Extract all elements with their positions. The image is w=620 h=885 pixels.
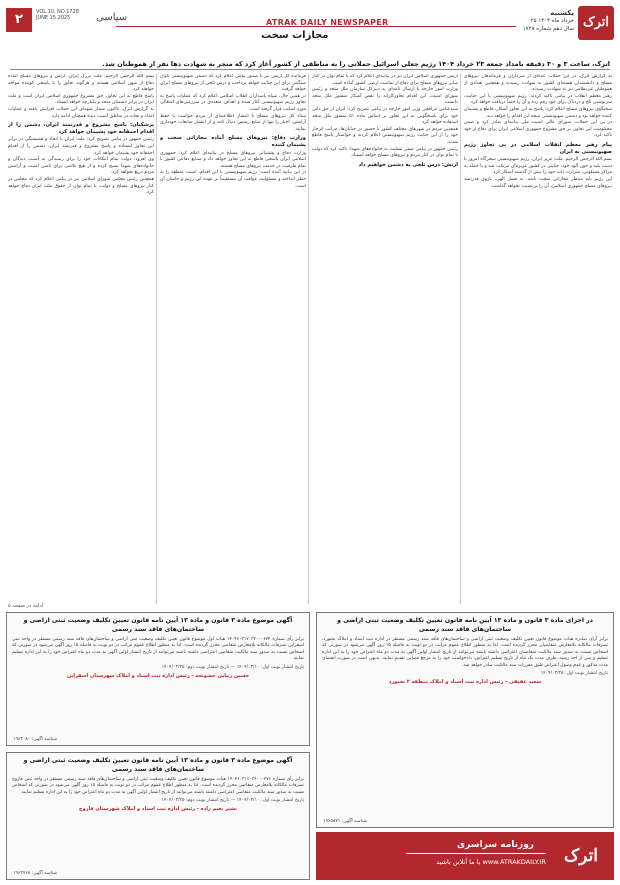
masthead bbox=[6, 6, 614, 46]
paragraph: به گزارش اترک، در این حملات عده‌ای از سرداران و فرماندهان نیروهای مسلح و دانشمندان هسته‌ای کشور به شهادت رسیدند و همچنین تعدادی از هموطنان غیرنظامی نیز به شهادت رسیدند. bbox=[464, 74, 612, 93]
paragraph: ستاد کل نیروهای مسلح با انتشار اطلاعیه‌ای از مردم خواست با حفظ آرامش، اخبار را تنها از منابع رسمی دنبال کنند و از انتشار شایعات خودداری نمایند. bbox=[160, 113, 306, 132]
page-title: مجازات سخت bbox=[261, 30, 329, 41]
article-column-4 bbox=[8, 74, 154, 604]
column-divider bbox=[308, 74, 309, 604]
paragraph: همچنین مردم در شهرهای مختلف کشور با حضور در خیابان‌ها، مراتب انزجار خود را از این جنایت رژیم صهیونیستی اعلام کردند و خواستار پاسخ قاطع شدند. bbox=[312, 126, 458, 145]
paragraph: بسم الله الرحمن الرحیم. ملت بزرگ ایران، ارتش و نیروهای مسلح آماده دفاع از میهن اسلامی هستند و هرگونه تجاوز را با پاسخی کوبنده مواجه خواهند کرد. bbox=[8, 74, 154, 93]
article-body bbox=[8, 74, 612, 604]
column-divider bbox=[460, 74, 461, 604]
promo-logo: اترک bbox=[563, 846, 599, 866]
section-label: سیاسی bbox=[96, 12, 128, 23]
paragraph: وزارت دفاع و پشتیبانی نیروهای مسلح در بیانیه‌ای اعلام کرد: جمهوری اسلامی ایران پاسخی قاطع به این تجاوز خواهد داد و صنایع دفاعی کشور با تمام ظرفیت در خدمت نیروهای مسلح هستند. bbox=[160, 150, 306, 169]
promo-divider bbox=[406, 853, 546, 854]
paragraph: رهبر معظم انقلاب در پیامی تاکید کردند: رژیم صهیونیستی با این جنایت، سرنوشتی تلخ و دردناک برای خود رقم زده و آن را حتماً دریافت خواهد کرد. bbox=[464, 93, 612, 106]
notice-body: برابر رأی شماره ۱۴۰۴۶۰۳۱۷۰۳۲۰۰۰۶۲۴ هیات اول موضوع قانون تعیین تکلیف وضعیت ثبتی اراضی و ساختمان‌های فاقد سند رسمی مستقر در واحد ثبتی اسفراین تصرفات مالکانه بلامعارض متقاضی محرز گردیده است. لذا به منظور اطلاع عموم مراتب در دو نوبت به فاصله ۱۵ روز آگهی می‌شود در صورتی که اشخاص نسبت به صدور سند مالکیت متقاضی اعتراضی داشته باشند می‌توانند از تاریخ انتشار اولین آگهی به مدت دو ماه اعتراض خود را به این اداره تسلیم نمایند. bbox=[12, 637, 304, 662]
issue-info: سال دهم شماره ۱۷۲۸ bbox=[522, 26, 574, 32]
notice-signature: سعید عقیقی - رئیس اداره ثبت اسناد و املاک منطقه ۲ بجنورد bbox=[388, 679, 542, 686]
paragraph: ارتش جمهوری اسلامی ایران نیز در بیانیه‌ای اعلام کرد که با تمام توان در کنار سایر نیروهای مسلح برای دفاع از تمامیت ارضی کشور آماده است. bbox=[312, 74, 458, 86]
lead-headline: اترک، ساعت ۳ و ۳۰ دقیقه بامداد جمعه ۲۳ خرداد ۱۴۰۴ رژیم جعلی اسرائیل حملاتی را به مناطقی از کشور آغاز کرد که منجر به شهادت دها نفر از هموطنان شد. bbox=[10, 58, 610, 70]
paragraph: در همین حال، سپاه پاسداران انقلاب اسلامی اعلام کرد که عملیات پاسخ به تجاوز رژیم صهیونیستی آغاز شده و اهداف متعددی در سرزمین‌های اشغالی مورد اصابت قرار گرفته است. bbox=[160, 93, 306, 112]
notice-pubdate: تاریخ انتشار نوبت اول: ۱۴۰۴/۰۳/۲۵ bbox=[540, 671, 608, 677]
notice-body: برابر رأی شماره ۱۴۰۴۶۰۳۱۷۰۳۶۰۰۰۲۷۶ هیات موضوع قانون تعیین تکلیف وضعیت ثبتی اراضی و ساختمان‌های فاقد سند رسمی مستقر در واحد ثبتی فاروج تصرفات مالکانه بلامعارض متقاضی محرز گردیده است. لذا به منظور اطلاع عموم مراتب در دو نوبت به فاصله ۱۵ روز آگهی می‌شود در صورتی که اشخاص نسبت به صدور سند مالکیت متقاضی اعتراضی داشته باشند می‌توانند از تاریخ انتشار اولین آگهی به مدت دو ماه اعتراض خود را به این اداره تسلیم نمایند. bbox=[12, 777, 304, 795]
atrak-logo: اترک bbox=[578, 6, 614, 40]
paragraph: رئیس جمهور در پیامی ضمن تسلیت به خانواده‌های شهدا، تاکید کرد که دولت با تمام توان در کنار مردم و نیروهای مسلح خواهد ایستاد. bbox=[312, 146, 458, 159]
paragraph: فرمانده کل ارتش نیز با صدور پیامی اعلام کرد که دشمن صهیونیستی تاوان سنگینی برای این جنایت خواهد پرداخت و درس تلخی از نیروهای مسلح ایران خواهد گرفت. bbox=[160, 74, 306, 93]
notice-body: برابر آرای صادره هیات موضوع قانون تعیین تکلیف وضعیت ثبتی اراضی و ساختمان‌های فاقد سند رسمی مستقر در اداره ثبت اسناد و املاک بجنورد، تصرفات مالکانه بلامعارض متقاضیان محرز گردیده است. لذا به منظور اطلاع عموم مراتب در دو نوبت به فاصله ۱۵ روز آگهی می‌شود در صورتی که اشخاص نسبت به صدور سند مالکیت متقاضیان اعتراضی داشته باشند می‌توانند از تاریخ انتشار اولین آگهی به مدت دو ماه اعتراض خود را به این اداره تسلیم و پس از اخذ رسید، ظرف مدت یک ماه از تاریخ تسلیم اعتراض، دادخواست خود را به مرجع قضایی تقدیم نمایند. بدیهی است در صورت انقضای مدت مذکور و عدم وصول اعتراض طبق مقررات سند مالکیت صادر خواهد شد. bbox=[322, 637, 608, 668]
legal-notice-2 bbox=[6, 612, 310, 746]
edition-date: JUNE 15.2025 bbox=[36, 15, 71, 21]
notice-pubdate: تاریخ انتشار نوبت اول: ۱۴۰۴/۰۳/۱۰ — تاریخ انتشار نوبت دوم: ۱۴۰۴/۰۳/۲۵ bbox=[161, 664, 304, 670]
notice-title: آگهی موضوع ماده ۳ قانون و ماده ۱۳ آیین نامه قانون تعیین تکلیف وضعیت ثبتی اراضی و ساختمان‌های فاقد سند رسمی bbox=[23, 757, 293, 773]
paragraph: وی افزود: دولت تمام امکانات خود را برای رسیدگی به آسیب دیدگان و خانواده‌های شهدا بسیج کرده و از هیچ تلاشی برای تامین امنیت و آرامش مردم دریغ نخواهد کرد. bbox=[8, 157, 154, 176]
daily-name: ATRAK DAILY NEWSPAPER bbox=[266, 18, 389, 27]
date-full: ۲۵ خرداد ماه ۱۴۰۴ bbox=[530, 18, 574, 24]
promo-website-link[interactable]: با ما آنلاین باشید www.ATRAKDAILY.IR bbox=[436, 858, 546, 866]
date-box bbox=[512, 9, 574, 33]
paragraph: بسم الله الرحمن الرحیم. ملت عزیز ایران، رژیم صهیونیستی سحرگاه امروز با دست پلید و خون آلود خود، جنایتی در کشور عزیزمان مرتکب شد و با حمله به مراکز مسکونی، شرارت ذات خود را بیش از گذشته آشکار کرد. bbox=[464, 157, 612, 176]
notice-title: در اجرای ماده ۳ قانون و ماده ۱۳ آیین نامه قانون تعیین تکلیف وضعیت ثبتی اراضی و ساختمان‌های فاقد سند رسمی bbox=[337, 617, 593, 633]
paragraph: پاسخ قاطع به این تجاوز، حق مشروع جمهوری اسلامی ایران است و ملت ایران در برابر دشمنان متحد و یکپارچه خواهد ایستاد. bbox=[8, 93, 154, 106]
subheading: ارتش: درس تلخی به دشمن خواهیم داد bbox=[358, 161, 458, 168]
legal-notice-3 bbox=[6, 752, 310, 880]
subheading: پزشکیان: پاسخ مشروع و قدرتمند ایران، دشمن را از اقدام احمقانه خود پشیمان خواهد کرد bbox=[8, 122, 154, 135]
article-column-3 bbox=[160, 74, 306, 604]
legal-notice-1 bbox=[316, 612, 614, 828]
paragraph: سیدعباس عراقچی وزیر امور خارجه در پیامی تصریح کرد: ایران از حق ذاتی خود برای پاسخگویی به این تجاوز بر اساس ماده ۵۱ منشور ملل متحد استفاده خواهد کرد. bbox=[312, 106, 458, 126]
continued-note: ادامه در صفحه ۵ bbox=[8, 603, 44, 609]
date-day: یکشنبه bbox=[550, 9, 574, 17]
promo-banner bbox=[316, 832, 614, 880]
notice-id: شناسه آگهی: ۱۹۶۳۰۸۰ bbox=[13, 737, 58, 742]
article-column-1 bbox=[464, 74, 612, 604]
promo-title: روزنامه سراسری bbox=[456, 840, 534, 850]
subheading: وزارت دفاع: نیروهای مسلح آماده مجازاتی سخت و پشیمان کننده bbox=[160, 135, 306, 148]
edition-volume: VOL.10, NO.1728 bbox=[36, 9, 79, 15]
article-column-2 bbox=[312, 74, 458, 604]
paragraph: وزارت امور خارجه با ارسال نامه‌ای به دبیرکل سازمان ملل متحد و رئیس شورای امنیت، این اقدام تجاوزکارانه را نقض آشکار منشور ملل متحد دانست. bbox=[312, 87, 458, 106]
notice-signature: بشیر نعیم زاده - رئیس اداره ثبت اسناد و املاک شهرستان فاروج bbox=[78, 806, 238, 813]
column-divider bbox=[156, 74, 157, 604]
paragraph: در این بیانیه آمده است: رژیم صهیونیستی با این اقدام، امنیت منطقه را به خطر انداخته و مسئولیت عواقب آن مستقیماً بر عهده این رژیم و حامیان آن است. bbox=[160, 170, 306, 189]
paragraph: رئیس جمهور در پیامی تصریح کرد: ملت ایران با اتحاد و همبستگی در برابر این تجاوز ایستاده و پاسخ مشروع و قدرتمند ایران، دشمن را از اقدام احمقانه خود پشیمان خواهد کرد. bbox=[8, 137, 154, 156]
paragraph: همچنین رئیس مجلس شورای اسلامی نیز در پیامی اعلام کرد که مجلس در کنار نیروهای مسلح و دولت، با تمام توان از حقوق ملت ایران دفاع خواهد کرد. bbox=[8, 176, 154, 196]
page-number: ۲ bbox=[6, 8, 32, 32]
paragraph: در پی این حملات، شورای عالی امنیت ملی بیانیه‌ای صادر کرد و ضمن محکومیت این تجاوز، بر حق مشروع جمهوری اسلامی ایران برای دفاع از خود تاکید کرد. bbox=[464, 120, 612, 139]
notice-pubdate: تاریخ انتشار نوبت اول: ۱۴۰۴/۰۳/۱۰ — تاریخ انتشار نوبت دوم: ۱۴۰۴/۰۳/۲۵ bbox=[161, 798, 304, 804]
notice-signature: حسین رمانی خشونجه - رئیس اداره ثبت اسناد و املاک شهرستان اسفراین bbox=[66, 672, 250, 679]
paragraph: این رژیم باید منتظر مجازاتی سخت باشد. به فضل الهی، بازوی قدرتمند نیروهای مسلح جمهوری اسلامی، آن را بی‌نصیب نخواهد گذاشت. bbox=[464, 176, 612, 189]
paragraph: به گزارش اترک، تاکنون شمار شهدای این حملات افزایش یافته و عملیات امداد و نجات در مناطق آسیب دیده همچنان ادامه دارد. bbox=[8, 106, 154, 119]
paragraph: سخنگوی نیروهای مسلح اعلام کرد: پاسخ به این تجاوز آشکار، قاطع و پشیمان کننده خواهد بود و دشمن صهیونیستی نتیجه این اقدام را خواهد دید. bbox=[464, 106, 612, 119]
subheading: پیام رهبر معظم انقلاب اسلامی در پی تجاوز رژیم صهیونیستی به ایران bbox=[464, 141, 612, 155]
notice-id: شناسه آگهی: ۱۹۶۲۷۶۸ bbox=[13, 871, 58, 876]
notice-id: شناسه آگهی: ۱۹۶۵۸۷۱ bbox=[323, 819, 368, 824]
notice-title: آگهی موضوع ماده ۳ قانون و ماده ۱۳ آیین نامه قانون تعیین تکلیف وضعیت ثبتی اراضی و ساختمان‌های فاقد سند رسمی bbox=[23, 617, 293, 633]
